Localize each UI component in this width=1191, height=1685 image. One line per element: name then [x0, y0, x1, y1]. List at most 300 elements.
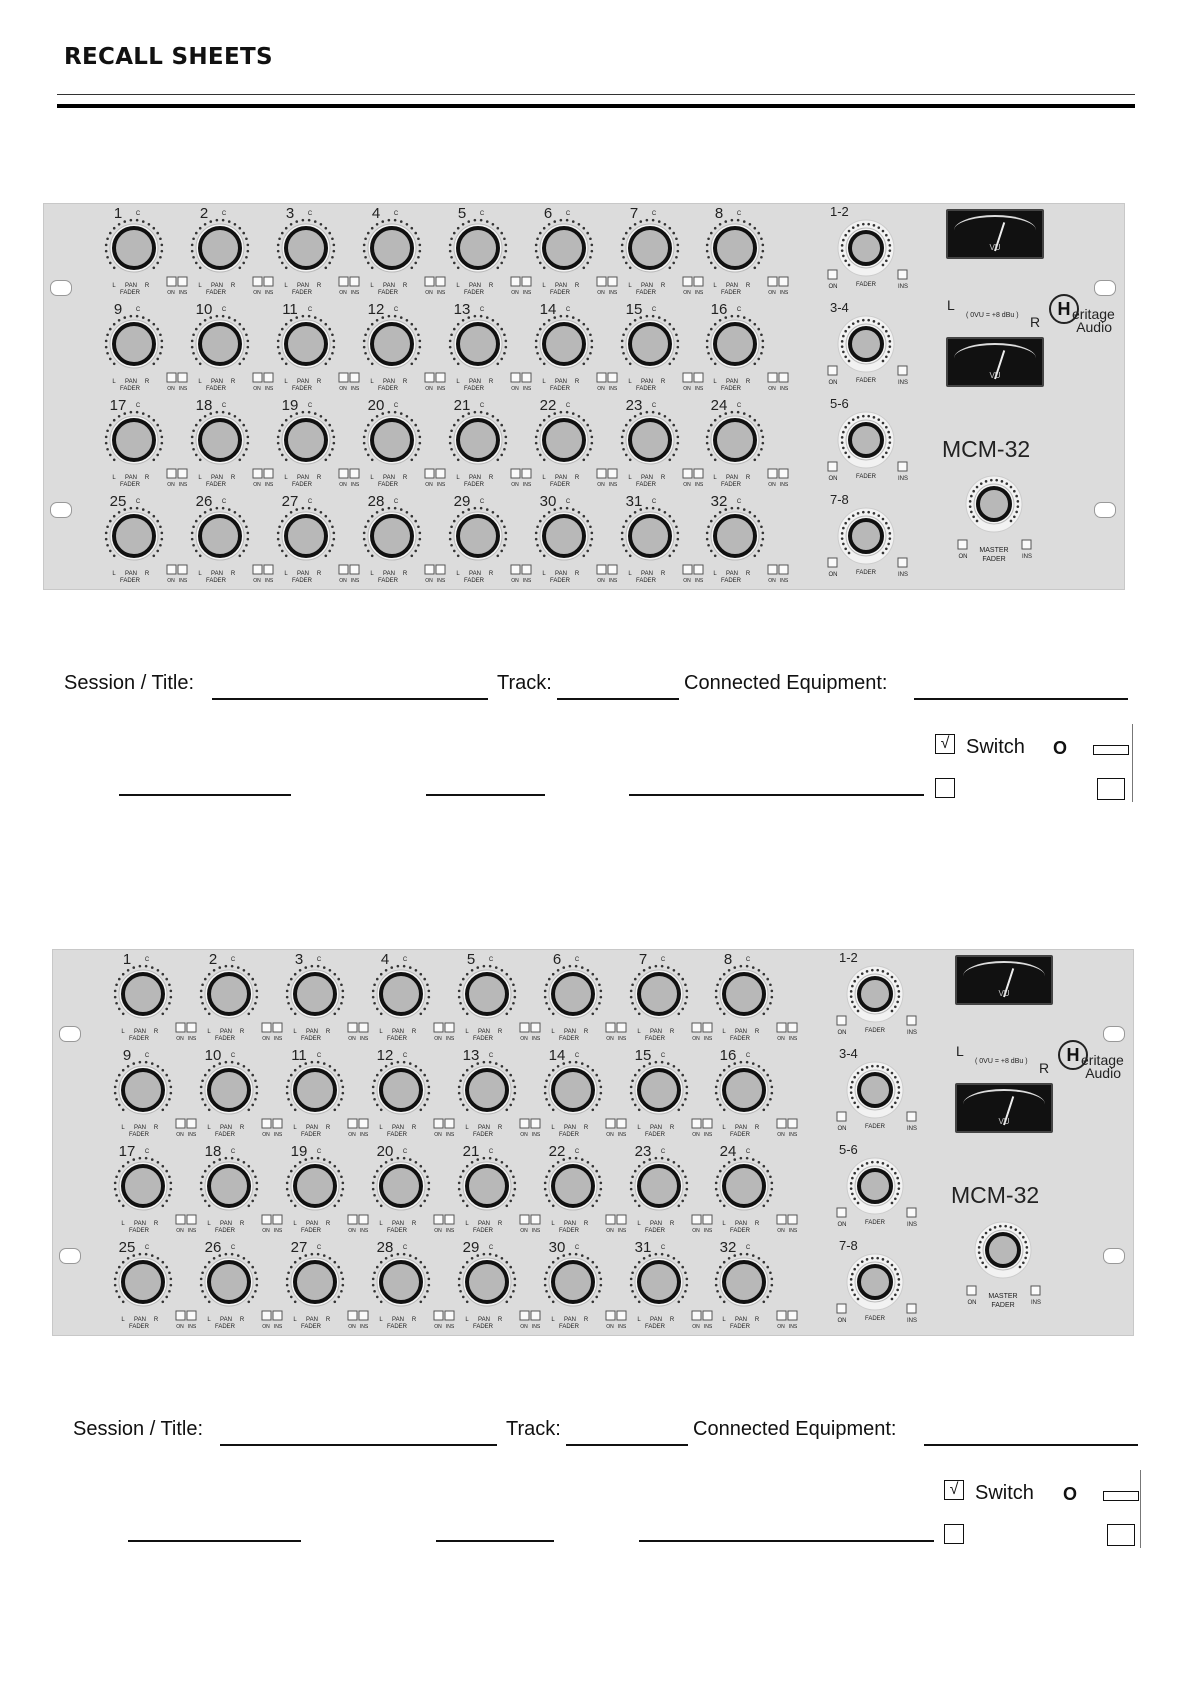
- fader-label: FADER: [644, 1324, 666, 1330]
- o-mark: O: [1063, 1484, 1078, 1504]
- session-input-line[interactable]: [220, 1444, 497, 1446]
- channel-8-on-button[interactable]: [777, 1023, 786, 1032]
- channel-12-on-button[interactable]: [434, 1119, 443, 1128]
- ins-label: INS: [436, 386, 446, 392]
- on-label: ON: [434, 1132, 442, 1138]
- channel-number-label: 5: [457, 205, 467, 222]
- pan-right-label: R: [230, 571, 236, 577]
- pan-center-label: C: [307, 403, 313, 409]
- pan-label: PAN: [220, 1317, 232, 1323]
- on-label: ON: [262, 1228, 270, 1234]
- ins-label: INS: [187, 1132, 197, 1138]
- pan-center-label: C: [402, 1149, 408, 1155]
- fader-label: FADER: [386, 1036, 408, 1042]
- channel-12-ins-button[interactable]: [445, 1119, 454, 1128]
- channel-23-ins-button[interactable]: [703, 1215, 712, 1224]
- stereo-7-8-fader-knob[interactable]: [859, 1266, 891, 1298]
- channel-number-label: 22: [548, 1143, 566, 1160]
- fader-label: FADER: [377, 482, 399, 488]
- channel-number-label: 11: [282, 301, 298, 318]
- channel-28-on-button[interactable]: [434, 1311, 443, 1320]
- channel-number-label: 8: [723, 951, 733, 968]
- setting-line-1[interactable]: [128, 1540, 301, 1542]
- pan-label: PAN: [125, 475, 137, 481]
- channel-31-on-button[interactable]: [692, 1311, 701, 1320]
- channel-18-ins-button[interactable]: [273, 1215, 282, 1224]
- channel-16-on-button[interactable]: [777, 1119, 786, 1128]
- pan-right-label: R: [754, 1029, 760, 1035]
- channel-number-label: 6: [543, 205, 553, 222]
- pan-left-label: L: [713, 283, 717, 289]
- pan-right-label: R: [745, 475, 751, 481]
- channel-7-on-button[interactable]: [692, 1023, 701, 1032]
- channel-1-fader-knob[interactable]: [123, 974, 163, 1014]
- channel-25-fader-knob[interactable]: [123, 1262, 163, 1302]
- pan-right-label: R: [488, 283, 494, 289]
- pan-left-label: L: [284, 571, 288, 577]
- fader-label: FADER: [214, 1324, 236, 1330]
- channel-17-fader-knob[interactable]: [123, 1166, 163, 1206]
- channel-9-ins-button[interactable]: [187, 1119, 196, 1128]
- vu-meter-left: [955, 955, 1053, 1005]
- pan-center-label: C: [565, 403, 571, 409]
- pan-left-label: L: [121, 1317, 125, 1323]
- fader-label: FADER: [720, 482, 742, 488]
- channel-6-fader-knob[interactable]: [553, 974, 593, 1014]
- channel-11-ins-button[interactable]: [359, 1119, 368, 1128]
- pan-center-label: C: [221, 499, 227, 505]
- channel-7-fader-knob[interactable]: [639, 974, 679, 1014]
- channel-24-fader-knob[interactable]: [724, 1166, 764, 1206]
- master-fader-label: FADER: [991, 1302, 1015, 1309]
- fader-label: FADER: [463, 578, 485, 584]
- ins-label: INS: [779, 386, 789, 392]
- channel-25-ins-button[interactable]: [187, 1311, 196, 1320]
- pan-left-label: L: [713, 571, 717, 577]
- channel-22-ins-button[interactable]: [617, 1215, 626, 1224]
- on-label: ON: [777, 1228, 785, 1234]
- pan-label: PAN: [392, 1221, 404, 1227]
- channel-number-label: 3: [285, 205, 295, 222]
- master-on-button[interactable]: [967, 1286, 976, 1295]
- ins-label: INS: [694, 290, 704, 296]
- fader-label: FADER: [377, 386, 399, 392]
- pan-label: PAN: [469, 283, 481, 289]
- on-label: ON: [768, 290, 776, 296]
- channel-8-fader-knob[interactable]: [724, 974, 764, 1014]
- fader-label: FADER: [472, 1228, 494, 1234]
- channel-number-label: 11: [291, 1047, 307, 1064]
- pan-label: PAN: [641, 571, 653, 577]
- pan-right-label: R: [660, 571, 666, 577]
- pan-left-label: L: [628, 379, 632, 385]
- pan-label: PAN: [134, 1029, 146, 1035]
- track-input-line[interactable]: [566, 1444, 688, 1446]
- pan-left-label: L: [722, 1125, 726, 1131]
- pan-left-label: L: [198, 571, 202, 577]
- pan-label: PAN: [125, 283, 137, 289]
- channel-22-fader-knob[interactable]: [553, 1166, 593, 1206]
- model-name: MCM-32: [942, 436, 1031, 462]
- fader-label: FADER: [635, 482, 657, 488]
- pan-center-label: C: [135, 211, 141, 217]
- channel-30-on-button[interactable]: [606, 1311, 615, 1320]
- channel-17-on-button[interactable]: [176, 1215, 185, 1224]
- ins-label: INS: [264, 578, 274, 584]
- fader-label: FADER: [558, 1036, 580, 1042]
- stereo-3-4-on-button[interactable]: [837, 1112, 846, 1121]
- equipment-label: Connected Equipment:: [693, 1418, 897, 1440]
- channel-2-on-button[interactable]: [262, 1023, 271, 1032]
- equipment-input-line[interactable]: [924, 1444, 1138, 1446]
- ins-label: INS: [436, 290, 446, 296]
- channel-3-on-button[interactable]: [348, 1023, 357, 1032]
- channel-1-ins-button[interactable]: [187, 1023, 196, 1032]
- pan-center-label: C: [316, 957, 322, 963]
- channel-11-fader-knob[interactable]: [295, 1070, 335, 1110]
- channel-32-fader-knob[interactable]: [724, 1262, 764, 1302]
- fader-label: FADER: [291, 386, 313, 392]
- setting-line-3[interactable]: [629, 794, 924, 796]
- channel-2-ins-button[interactable]: [273, 1023, 282, 1032]
- channel-5-on-button[interactable]: [520, 1023, 529, 1032]
- on-label: ON: [958, 554, 968, 560]
- pan-left-label: L: [542, 475, 546, 481]
- channel-15-on-button[interactable]: [692, 1119, 701, 1128]
- channel-number-label: 25: [118, 1239, 136, 1256]
- channel-2-fader-knob[interactable]: [209, 974, 249, 1014]
- stereo-7-8-ins-button[interactable]: [907, 1304, 916, 1313]
- setting-line-1[interactable]: [119, 794, 291, 796]
- channel-number-label: 20: [367, 397, 385, 414]
- heritage-logo-icon: H: [1058, 1040, 1088, 1070]
- pan-left-label: L: [465, 1317, 469, 1323]
- stereo-1-2-on-button[interactable]: [837, 1016, 846, 1025]
- channel-23-fader-knob[interactable]: [639, 1166, 679, 1206]
- pan-right-label: R: [574, 283, 580, 289]
- ins-label: INS: [779, 290, 789, 296]
- channel-number-label: 9: [122, 1047, 132, 1064]
- pan-left-label: L: [207, 1125, 211, 1131]
- ins-label: INS: [617, 1324, 627, 1330]
- pan-center-label: C: [307, 307, 313, 313]
- channel-14-on-button[interactable]: [606, 1119, 615, 1128]
- channel-9-fader-knob[interactable]: [123, 1070, 163, 1110]
- channel-27-fader-knob[interactable]: [295, 1262, 335, 1302]
- fader-label: FADER: [644, 1132, 666, 1138]
- fader-label: FADER: [855, 282, 877, 288]
- channel-number-label: 1: [113, 205, 123, 222]
- channel-13-ins-button[interactable]: [531, 1119, 540, 1128]
- rack-mount-hole: [1103, 1248, 1125, 1264]
- channel-8-ins-button[interactable]: [788, 1023, 797, 1032]
- stereo-3-4-fader-knob[interactable]: [859, 1074, 891, 1106]
- fader-label: FADER: [214, 1132, 236, 1138]
- channel-number-label: 27: [281, 493, 299, 510]
- channel-18-fader-knob[interactable]: [209, 1166, 249, 1206]
- on-label: ON: [339, 482, 347, 488]
- ins-label: INS: [522, 578, 532, 584]
- channel-number-label: 17: [109, 397, 127, 414]
- channel-28-fader-knob[interactable]: [381, 1262, 421, 1302]
- channel-number-label: 16: [719, 1047, 737, 1064]
- channel-13-on-button[interactable]: [520, 1119, 529, 1128]
- pan-center-label: C: [230, 957, 236, 963]
- pan-right-label: R: [745, 283, 751, 289]
- channel-17-ins-button[interactable]: [187, 1215, 196, 1224]
- channel-5-fader-knob[interactable]: [467, 974, 507, 1014]
- channel-16-ins-button[interactable]: [788, 1119, 797, 1128]
- channel-27-on-button[interactable]: [348, 1311, 357, 1320]
- pan-label: PAN: [134, 1317, 146, 1323]
- channel-9-on-button[interactable]: [176, 1119, 185, 1128]
- fader-label: FADER: [205, 290, 227, 296]
- channel-30-ins-button[interactable]: [617, 1311, 626, 1320]
- fader-label: FADER: [205, 386, 227, 392]
- heritage-logo-icon: H: [1049, 294, 1079, 324]
- channel-number-label: 19: [281, 397, 299, 414]
- ins-label: INS: [897, 284, 909, 290]
- channel-29-on-button[interactable]: [520, 1311, 529, 1320]
- channel-number-label: 13: [453, 301, 471, 318]
- pan-right-label: R: [574, 475, 580, 481]
- channel-4-ins-button[interactable]: [445, 1023, 454, 1032]
- channel-28-ins-button[interactable]: [445, 1311, 454, 1320]
- channel-11-on-button[interactable]: [348, 1119, 357, 1128]
- pan-center-label: C: [230, 1245, 236, 1251]
- fader-label: FADER: [864, 1220, 886, 1226]
- on-label: ON: [262, 1132, 270, 1138]
- ins-label: INS: [703, 1036, 713, 1042]
- fader-label: FADER: [720, 578, 742, 584]
- channel-21-fader-knob[interactable]: [467, 1166, 507, 1206]
- channel-7-ins-button[interactable]: [703, 1023, 712, 1032]
- fader-label: FADER: [300, 1324, 322, 1330]
- pan-left-label: L: [465, 1221, 469, 1227]
- empty-checkbox[interactable]: [944, 1524, 964, 1544]
- pan-center-label: C: [144, 957, 150, 963]
- channel-20-on-button[interactable]: [434, 1215, 443, 1224]
- ins-label: INS: [1021, 554, 1033, 560]
- channel-14-ins-button[interactable]: [617, 1119, 626, 1128]
- channel-29-ins-button[interactable]: [531, 1311, 540, 1320]
- channel-26-fader-knob[interactable]: [209, 1262, 249, 1302]
- ins-label: INS: [531, 1324, 541, 1330]
- channel-5-ins-button[interactable]: [531, 1023, 540, 1032]
- on-label: ON: [683, 290, 691, 296]
- equipment-input-line[interactable]: [914, 698, 1128, 700]
- channel-30-fader-knob[interactable]: [553, 1262, 593, 1302]
- pan-center-label: C: [144, 1053, 150, 1059]
- pan-right-label: R: [153, 1317, 159, 1323]
- pan-label: PAN: [134, 1221, 146, 1227]
- on-label: ON: [692, 1324, 700, 1330]
- pan-center-label: C: [660, 1053, 666, 1059]
- pan-center-label: C: [135, 499, 141, 505]
- channel-3-fader-knob[interactable]: [295, 974, 335, 1014]
- pan-left-label: L: [456, 571, 460, 577]
- pan-right-label: R: [497, 1221, 503, 1227]
- ins-label: INS: [350, 578, 360, 584]
- channel-12-fader-knob[interactable]: [381, 1070, 421, 1110]
- stereo-1-2-ins-button[interactable]: [907, 1016, 916, 1025]
- channel-27-ins-button[interactable]: [359, 1311, 368, 1320]
- stereo-7-8-on-button[interactable]: [837, 1304, 846, 1313]
- channel-22-on-button[interactable]: [606, 1215, 615, 1224]
- switch-state-icon: [1103, 1491, 1139, 1501]
- fader-label: FADER: [300, 1228, 322, 1234]
- on-label: ON: [176, 1132, 184, 1138]
- channel-20-fader-knob[interactable]: [381, 1166, 421, 1206]
- pan-left-label: L: [284, 475, 288, 481]
- channel-18-on-button[interactable]: [262, 1215, 271, 1224]
- pan-center-label: C: [651, 499, 657, 505]
- stereo-5-6-ins-button[interactable]: [907, 1208, 916, 1217]
- stereo-channel-label: 1-2: [839, 950, 858, 965]
- fader-label: FADER: [291, 290, 313, 296]
- channel-19-ins-button[interactable]: [359, 1215, 368, 1224]
- channel-1-on-button[interactable]: [176, 1023, 185, 1032]
- channel-6-on-button[interactable]: [606, 1023, 615, 1032]
- channel-32-on-button[interactable]: [777, 1311, 786, 1320]
- channel-23-on-button[interactable]: [692, 1215, 701, 1224]
- pan-label: PAN: [211, 379, 223, 385]
- channel-number-label: 18: [195, 397, 213, 414]
- pan-label: PAN: [735, 1029, 747, 1035]
- stereo-5-6-on-button[interactable]: [837, 1208, 846, 1217]
- channel-26-on-button[interactable]: [262, 1311, 271, 1320]
- ins-label: INS: [897, 572, 909, 578]
- ins-label: INS: [703, 1132, 713, 1138]
- channel-13-fader-knob[interactable]: [467, 1070, 507, 1110]
- channel-20-ins-button[interactable]: [445, 1215, 454, 1224]
- channel-number-label: 27: [290, 1239, 308, 1256]
- on-label: ON: [434, 1036, 442, 1042]
- pan-right-label: R: [153, 1221, 159, 1227]
- channel-24-ins-button[interactable]: [788, 1215, 797, 1224]
- fader-label: FADER: [864, 1316, 886, 1322]
- fader-label: FADER: [549, 578, 571, 584]
- pan-label: PAN: [478, 1029, 490, 1035]
- pan-left-label: L: [284, 379, 288, 385]
- channel-10-on-button[interactable]: [262, 1119, 271, 1128]
- stereo-1-2-fader-knob[interactable]: [859, 978, 891, 1010]
- channel-25-on-button[interactable]: [176, 1311, 185, 1320]
- channel-4-fader-knob[interactable]: [381, 974, 421, 1014]
- on-label: ON: [828, 380, 838, 386]
- switch-box-icon: [1097, 778, 1125, 800]
- pan-right-label: R: [497, 1029, 503, 1035]
- channel-21-ins-button[interactable]: [531, 1215, 540, 1224]
- pan-label: PAN: [735, 1221, 747, 1227]
- on-label: ON: [828, 476, 838, 482]
- channel-number-label: 19: [290, 1143, 308, 1160]
- pan-label: PAN: [735, 1317, 747, 1323]
- channel-29-fader-knob[interactable]: [467, 1262, 507, 1302]
- pan-left-label: L: [713, 475, 717, 481]
- empty-checkbox[interactable]: [935, 778, 955, 798]
- pan-center-label: C: [565, 499, 571, 505]
- pan-left-label: L: [465, 1125, 469, 1131]
- pan-left-label: L: [112, 475, 116, 481]
- channel-10-fader-knob[interactable]: [209, 1070, 249, 1110]
- pan-center-label: C: [736, 403, 742, 409]
- channel-number-label: 15: [634, 1047, 652, 1064]
- pan-center-label: C: [316, 1149, 322, 1155]
- ins-label: INS: [694, 482, 704, 488]
- model-name: MCM-32: [951, 1182, 1040, 1208]
- channel-31-fader-knob[interactable]: [639, 1262, 679, 1302]
- master-ins-button[interactable]: [1031, 1286, 1040, 1295]
- master-fader-knob[interactable]: [987, 1234, 1019, 1266]
- channel-number-label: 26: [195, 493, 213, 510]
- pan-label: PAN: [306, 1317, 318, 1323]
- channel-15-ins-button[interactable]: [703, 1119, 712, 1128]
- stereo-3-4-ins-button[interactable]: [907, 1112, 916, 1121]
- pan-right-label: R: [402, 283, 408, 289]
- pan-left-label: L: [551, 1221, 555, 1227]
- pan-label: PAN: [383, 475, 395, 481]
- channel-24-on-button[interactable]: [777, 1215, 786, 1224]
- ins-label: INS: [273, 1132, 283, 1138]
- setting-line-2[interactable]: [426, 794, 545, 796]
- on-label: ON: [434, 1228, 442, 1234]
- channel-32-ins-button[interactable]: [788, 1311, 797, 1320]
- channel-26-ins-button[interactable]: [273, 1311, 282, 1320]
- channel-3-ins-button[interactable]: [359, 1023, 368, 1032]
- pan-label: PAN: [564, 1125, 576, 1131]
- pan-label: PAN: [726, 475, 738, 481]
- switch-label: Switch: [975, 1482, 1034, 1504]
- pan-left-label: L: [370, 571, 374, 577]
- session-input-line[interactable]: [212, 698, 488, 700]
- pan-label: PAN: [306, 1029, 318, 1035]
- channel-21-on-button[interactable]: [520, 1215, 529, 1224]
- channel-19-on-button[interactable]: [348, 1215, 357, 1224]
- pan-center-label: C: [402, 1245, 408, 1251]
- pan-center-label: C: [660, 1149, 666, 1155]
- pan-label: PAN: [383, 379, 395, 385]
- switch-checkbox[interactable]: √: [944, 1480, 964, 1500]
- channel-31-ins-button[interactable]: [703, 1311, 712, 1320]
- setting-line-2[interactable]: [436, 1540, 554, 1542]
- pan-right-label: R: [574, 379, 580, 385]
- fader-label: FADER: [549, 482, 571, 488]
- rack-mount-hole: [59, 1248, 81, 1264]
- pan-center-label: C: [144, 1245, 150, 1251]
- ins-label: INS: [187, 1036, 197, 1042]
- pan-label: PAN: [478, 1221, 490, 1227]
- channel-16-fader-knob[interactable]: [724, 1070, 764, 1110]
- fader-label: FADER: [549, 290, 571, 296]
- on-label: ON: [176, 1228, 184, 1234]
- track-input-line[interactable]: [557, 698, 679, 700]
- channel-19-fader-knob[interactable]: [295, 1166, 335, 1206]
- fader-label: FADER: [635, 386, 657, 392]
- pan-label: PAN: [297, 283, 309, 289]
- switch-checkbox[interactable]: √: [935, 734, 955, 754]
- channel-4-on-button[interactable]: [434, 1023, 443, 1032]
- channel-10-ins-button[interactable]: [273, 1119, 282, 1128]
- channel-14-fader-knob[interactable]: [553, 1070, 593, 1110]
- form-divider: [1132, 724, 1133, 802]
- ins-label: INS: [897, 476, 909, 482]
- on-label: ON: [828, 572, 838, 578]
- channel-6-ins-button[interactable]: [617, 1023, 626, 1032]
- setting-line-3[interactable]: [639, 1540, 934, 1542]
- channel-15-fader-knob[interactable]: [639, 1070, 679, 1110]
- stereo-5-6-fader-knob[interactable]: [859, 1170, 891, 1202]
